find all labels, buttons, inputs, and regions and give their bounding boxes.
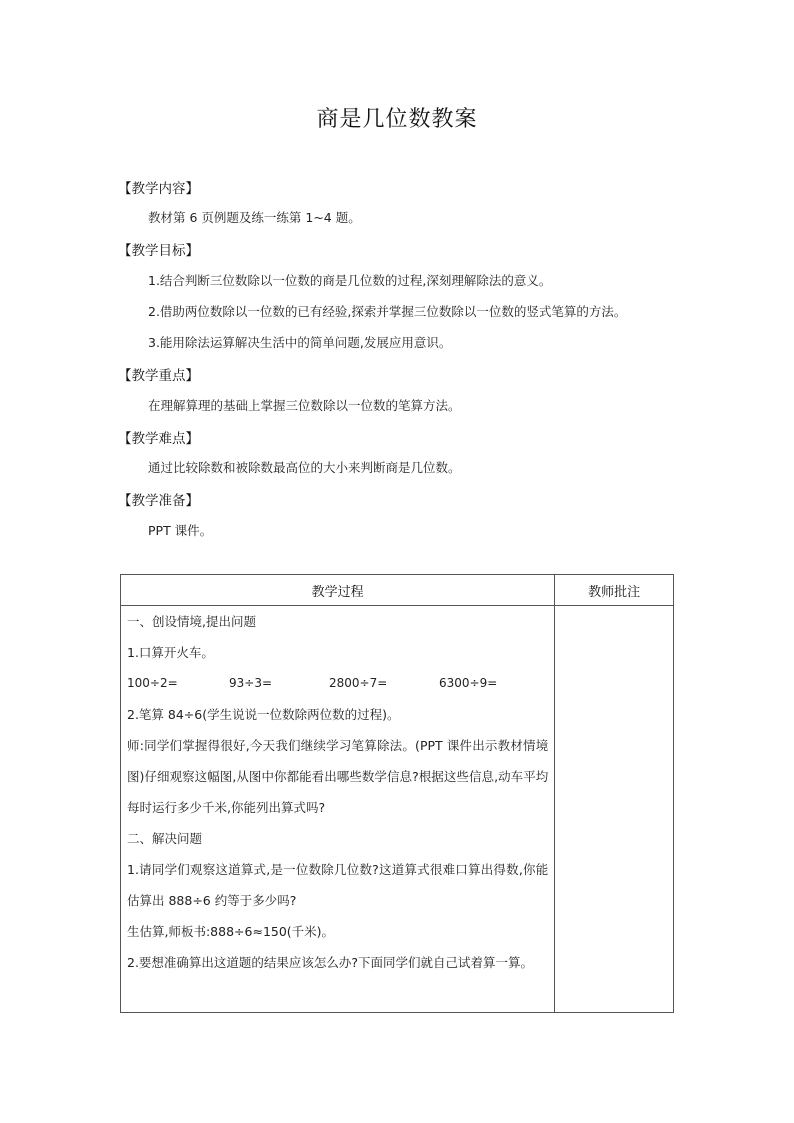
preparation-line-1: PPT 课件。 — [148, 523, 213, 538]
heading-difficulties: 【教学难点】 — [118, 431, 199, 447]
teacher-talk: 师:同学们掌握得很好,今天我们继续学习笔算除法。(PPT 课件出示教材情境图)仔细观察这幅图,从图中你都能看出哪些数学信息?根据这些信息,动车平均每时运行多少千米,你能列出算式吗? — [127, 738, 549, 815]
part2-title: 二、解决问题 — [127, 831, 203, 846]
calc-4: 6300÷9= — [439, 676, 498, 690]
calc-row — [121, 668, 554, 699]
heading-content: 【教学内容】 — [118, 181, 199, 197]
item1-mental-math: 1.口算开火车。 — [127, 645, 214, 660]
table-body-row — [121, 606, 674, 1013]
question-1: 1.请同学们观察这道算式,是一位数除几位数?这道算式很难口算出得数,你能估算出 888÷6 约等于多少吗? — [127, 862, 549, 908]
objective-line-3: 3.能用除法运算解决生活中的简单问题,发展应用意识。 — [148, 335, 452, 350]
process-cell — [121, 606, 555, 1013]
header-teacher-notes: 教师批注 — [555, 575, 674, 606]
table-header-row — [121, 575, 674, 606]
part1-title: 一、创设情境,提出问题 — [127, 614, 256, 629]
calc-3: 2800÷7= — [329, 676, 388, 690]
calc-1: 100÷2= — [127, 676, 178, 690]
key-points-line-1: 在理解算理的基础上掌握三位数除以一位数的笔算方法。 — [148, 398, 461, 413]
heading-objectives: 【教学目标】 — [118, 243, 199, 259]
objective-line-2: 2.借助两位数除以一位数的已有经验,探索并掌握三位数除以一位数的竖式笔算的方法。 — [148, 304, 627, 319]
heading-preparation: 【教学准备】 — [118, 493, 199, 509]
item2-written-calc: 2.笔算 84÷6(学生说说一位数除两位数的过程)。 — [127, 707, 400, 722]
heading-key-points: 【教学重点】 — [118, 368, 199, 384]
content-line-1: 教材第 6 页例题及练一练第 1~4 题。 — [148, 210, 361, 225]
objective-line-1: 1.结合判断三位数除以一位数的商是几位数的过程,深刻理解除法的意义。 — [148, 273, 552, 288]
page-title: 商是几位数教案 — [316, 107, 478, 132]
calc-2: 93÷3= — [229, 676, 273, 690]
question-2: 2.要想准确算出这道题的结果应该怎么办?下面同学们就自己试着算一算。 — [127, 955, 534, 970]
teaching-process-table — [120, 574, 674, 1013]
header-teaching-process: 教学过程 — [121, 575, 555, 606]
estimate-line: 生估算,师板书:888÷6≈150(千米)。 — [127, 924, 335, 939]
teacher-notes-cell — [555, 606, 674, 1013]
difficulties-line-1: 通过比较除数和被除数最高位的大小来判断商是几位数。 — [148, 460, 461, 475]
